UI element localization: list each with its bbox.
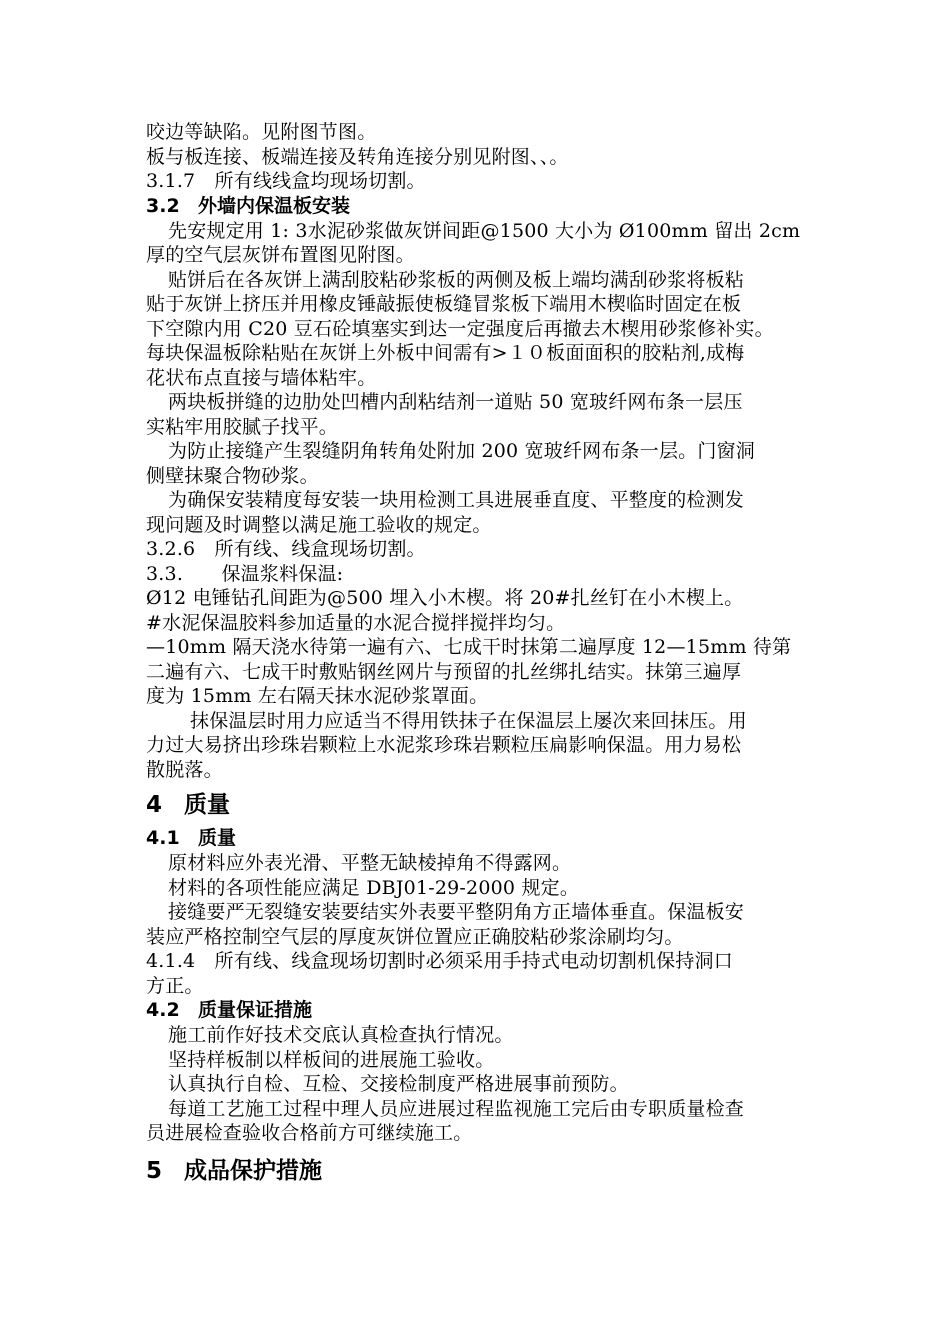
text-line: 员进展检查验收合格前方可继续施工。 (146, 1122, 473, 1144)
section-title: 质量 (198, 827, 237, 849)
section-title: 质量保证措施 (198, 999, 313, 1021)
text-line: 接缝要严无裂缝安装要结实外表要平整阴角方正墙体垂直。保温板安 (168, 901, 745, 923)
text-line: 板与板连接、板端连接及转角连接分别见附图、、。 (146, 145, 569, 168)
text-line: Ø12 电锤钻孔间距为@500 埋入小木楔。将 20#扎丝钉在小木楔上。 (146, 587, 744, 609)
text-line: 材料的各项性能应满足 DBJ01-29-2000 规定。 (168, 876, 580, 899)
section-3-2-body (146, 219, 846, 783)
section-heading-4-1 (146, 826, 846, 851)
text-line: 花状布点直接与墙体粘牢。 (146, 366, 377, 389)
text-line: 力过大易挤出珍珠岩颗粒上水泥浆珍珠岩颗粒压扁影响保温。用力易松 (146, 734, 742, 756)
text-line: 3.1.7 所有线线盒均现场切割。 (146, 170, 426, 192)
text-line: 每道工艺施工过程中理人员应进展过程监视施工完后由专职质量检查 (168, 1097, 745, 1120)
text-line: 两块板拼缝的边肋处凹槽内刮粘结剂一道贴 50 宽玻纤网布条一层压 (168, 391, 743, 413)
text-line: 二遍有六、七成干时敷贴钢丝网片与预留的扎丝绑扎结实。抹第三遍厚 (146, 660, 742, 683)
section-number: 4.2 (146, 999, 180, 1021)
text-line: 度为 15mm 左右隔天抹水泥砂浆罩面。 (146, 685, 489, 707)
text-line: 贴饼后在各灰饼上满刮胶粘砂浆板的两侧及板上端均满刮砂浆将板粘 (168, 268, 745, 291)
text-line: 厚的空气层灰饼布置图见附图。 (146, 244, 415, 266)
text-line: #水泥保温胶料参加适量的水泥合搅拌搅拌均匀。 (146, 611, 566, 634)
text-line: 侧壁抹聚合物砂浆。 (146, 464, 319, 487)
chapter-number: 5 (146, 1157, 163, 1184)
text-line: 下空隙内用 C20 豆石砼填塞实到达一定强度后再撤去木楔用砂浆修补实。 (146, 317, 774, 340)
text-line: 装应严格控制空气层的厚度灰饼位置应正确胶粘砂浆涂刷均匀。 (146, 925, 684, 948)
text-line: 实粘牢用胶腻子找平。 (146, 415, 339, 438)
section-4-2-body (146, 1023, 846, 1146)
section-heading-4-2 (146, 998, 846, 1023)
text-line: 为防止接缝产生裂缝阴角转角处附加 200 宽玻纤网布条一层。门窗洞 (168, 440, 755, 462)
top-paragraph-group (146, 120, 846, 194)
chapter-heading-4 (146, 790, 846, 820)
text-line: 3.2.6 所有线、线盒现场切割。 (146, 538, 426, 560)
text-line: 贴于灰饼上挤压并用橡皮锤敲振使板缝冒浆板下端用木楔临时固定在板 (146, 293, 742, 315)
section-heading-3-2 (146, 194, 846, 219)
chapter-title: 质量 (184, 792, 230, 818)
text-line: 现问题及时调整以满足施工验收的规定。 (146, 513, 492, 536)
section-number: 4.1 (146, 827, 180, 849)
text-line: 散脱落。 (146, 758, 223, 781)
text-line: 先安规定用 1: 3水泥砂浆做灰饼间距@1500 大小为 Ø100mm 留出 2cm (168, 219, 801, 242)
chapter-number: 4 (146, 792, 163, 818)
text-line: 原材料应外表光滑、平整无缺棱掉角不得露网。 (168, 852, 572, 874)
text-line: 抹保温层时用力应适当不得用铁抹子在保温层上屡次来回抹压。用 (190, 709, 747, 732)
chapter-heading-5 (146, 1156, 846, 1186)
section-number: 3.2 (146, 194, 180, 217)
document-page (146, 120, 846, 1192)
text-line: 每块保温板除粘贴在灰饼上外板中间需有>１０板面面积的胶粘剂,成梅 (146, 342, 745, 364)
text-line: 4.1.4 所有线、线盒现场切割时必须采用手持式电动切割机保持洞口 (146, 950, 733, 972)
section-title: 外墙内保温板安装 (198, 194, 351, 217)
text-line: 坚持样板制以样板间的进展施工验收。 (168, 1048, 495, 1071)
text-line: —10mm 隔天浇水待第一遍有六、七成干时抹第二遍厚度 12—15mm 待第 (146, 636, 792, 658)
text-line: 方正。 (146, 974, 204, 997)
text-line: 为确保安装精度每安装一块用检测工具进展垂直度、平整度的检测发 (168, 489, 745, 511)
text-line: 3.3. 保温浆料保温: (146, 562, 344, 585)
text-line: 施工前作好技术交底认真检查执行情况。 (168, 1024, 514, 1046)
chapter-title: 成品保护措施 (184, 1157, 322, 1184)
section-4-1-body (146, 851, 846, 998)
text-line: 认真执行自检、互检、交接检制度严格进展事前预防。 (168, 1073, 629, 1095)
text-line: 咬边等缺陷。见附图节图。 (146, 121, 377, 143)
